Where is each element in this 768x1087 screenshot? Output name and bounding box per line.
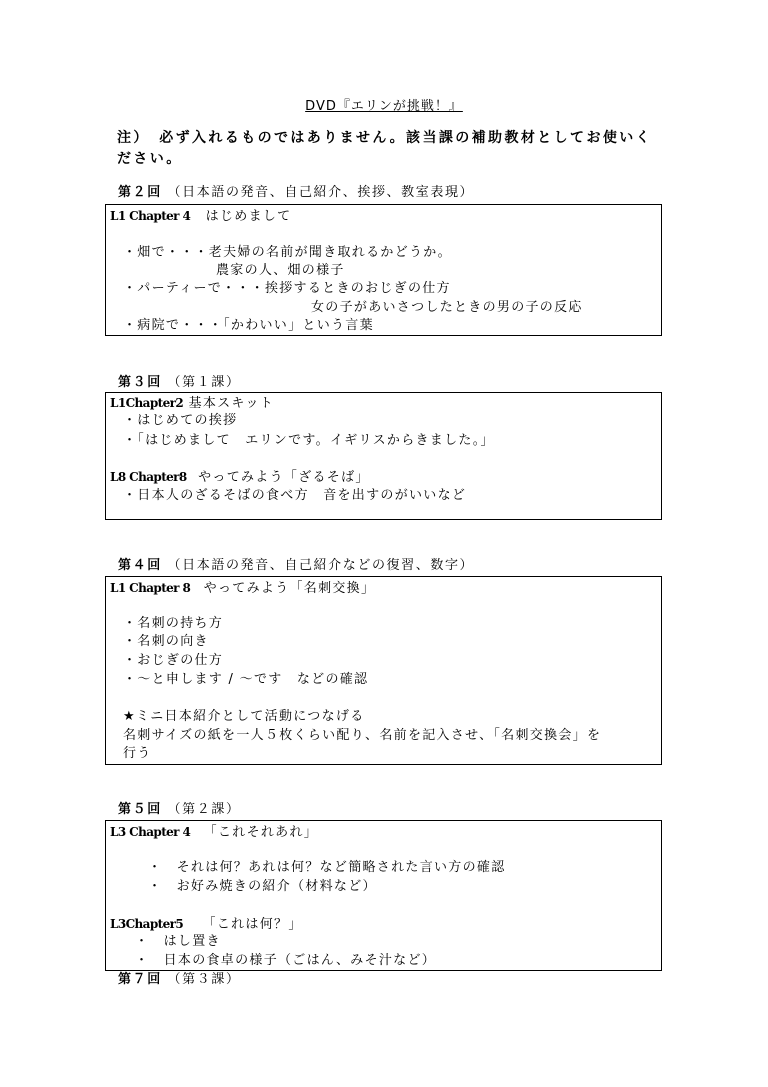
section-heading: [118, 557, 474, 575]
box-line: ・～と申します / ～です などの確認: [123, 672, 369, 687]
box-line: [110, 579, 375, 598]
box-line: ・ はし置き: [135, 934, 221, 949]
section-number: 第５回: [118, 802, 162, 817]
lesson-ref: L1Chapter2: [110, 396, 184, 410]
section-heading: [118, 971, 241, 989]
section-number: 第７回: [118, 972, 162, 987]
box-line: 名刺サイズの紙を一人５枚くらい配り、名前を記入させ、「名刺交換会」を: [123, 728, 602, 743]
section-number: 第３回: [118, 375, 162, 390]
box-line: [110, 394, 274, 413]
box-line: ・日本人のざるそばの食べ方 音を出すのがいいなど: [123, 488, 467, 503]
box-line: 農家の人、畑の様子: [216, 263, 345, 278]
box-line: ・おじぎの仕方: [123, 653, 224, 668]
lesson-title: はじめまして: [205, 209, 292, 224]
lesson-title: 「これそれあれ」: [203, 825, 319, 840]
section-number: 第４回: [118, 558, 162, 573]
lesson-title: 「これは何？」: [202, 917, 303, 932]
box-line: ・パーティーで・・・挨拶するときのおじぎの仕方: [123, 281, 451, 296]
box-line: ・ それは何？あれは何？など簡略された言い方の確認: [148, 860, 506, 875]
lesson-ref: L3 Chapter 4: [110, 825, 191, 839]
lesson-title: やってみよう「ざるそば」: [198, 470, 370, 485]
section-subtitle: （日本語の発音、自己紹介、挨拶、教室表現）: [167, 185, 475, 200]
box-line: ・名刺の持ち方: [123, 616, 224, 631]
lesson-title: 基本スキット: [188, 396, 275, 411]
section-subtitle: （日本語の発音、自己紹介などの復習、数字）: [167, 558, 475, 573]
box-line: ・「はじめまして エリンです。イギリスからきました。」: [123, 433, 495, 448]
section-heading: [118, 374, 241, 392]
section-number: 第２回: [118, 185, 162, 200]
section-heading: [118, 801, 241, 819]
section-subtitle: （第２課）: [167, 802, 241, 817]
box-line: 行う: [123, 746, 152, 761]
document-title: DVD『エリンが挑戦！』: [305, 99, 463, 114]
box-line: 女の子があいさつしたときの男の子の反応: [311, 300, 583, 315]
section-box: [105, 576, 662, 765]
box-line: [110, 468, 370, 487]
box-line: [110, 823, 318, 842]
lesson-ref: L1 Chapter 8: [110, 581, 191, 595]
section-box: [105, 392, 662, 520]
section-subtitle: （第１課）: [167, 375, 241, 390]
section-box: [105, 204, 662, 336]
lesson-title: やってみよう「名刺交換」: [203, 581, 376, 596]
box-line: [110, 915, 303, 934]
box-line: ・病院で・・・「かわいい」という言葉: [123, 318, 374, 333]
box-line: ・畑で・・・老夫婦の名前が聞き取れるかどうか。: [123, 245, 452, 260]
usage-note: 注） 必ず入れるものではありません。該当課の補助教材としてお使いください。: [117, 130, 653, 167]
lesson-ref: L3Chapter5: [110, 917, 184, 931]
box-line: [110, 207, 291, 226]
box-line: ・名刺の向き: [123, 634, 209, 649]
box-line: ・はじめての挨拶: [123, 413, 238, 428]
box-line: ★ミニ日本紹介として活動につなげる: [123, 709, 365, 724]
section-heading: [118, 184, 474, 202]
section-box: [105, 820, 662, 971]
box-line: ・ 日本の食卓の様子（ごはん、みそ汁など）: [135, 953, 437, 968]
lesson-ref: L1 Chapter 4: [110, 209, 191, 223]
section-subtitle: （第３課）: [167, 972, 241, 987]
box-line: ・ お好み焼きの紹介（材料など）: [148, 879, 377, 894]
lesson-ref: L8 Chapter8: [110, 470, 187, 484]
